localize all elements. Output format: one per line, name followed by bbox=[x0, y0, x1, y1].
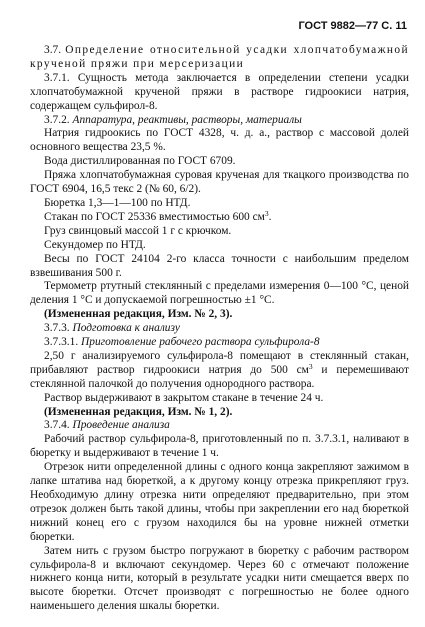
superscript: 3 bbox=[264, 208, 269, 218]
paragraph-250g bbox=[30, 350, 409, 392]
stakan-end: . bbox=[268, 210, 272, 223]
section-3-7-2-heading bbox=[30, 114, 409, 128]
section-3-7-heading bbox=[30, 44, 409, 72]
paragraph-pryazha: Пряжа хлопчатобумажная суровая крученая для ткацкого производства по ГОСТ 6904, 16,5 текс 2 (№ 60, 6/2). bbox=[30, 169, 409, 196]
section-title: Аппаратура, реактивы, растворы, материалы bbox=[72, 113, 302, 126]
superscript: 3 bbox=[308, 361, 313, 371]
paragraph-natriy: Натрия гидроокись по ГОСТ 4328, ч. д. а., раствор с массовой долей основного вещества 23,5 %. bbox=[30, 127, 409, 154]
stakan-text: Стакан по ГОСТ 25336 вместимостью 600 см bbox=[44, 210, 265, 223]
section-number: 3.7. bbox=[44, 44, 62, 56]
amendment-note: (Измененная редакция, Изм. № 1, 2). bbox=[44, 405, 233, 418]
paragraph-termometr: Термометр ртутный стеклянный с пределами измерения 0—100 °С, ценой деления 1 °С и допускаемой погрешностью ±1 °С. bbox=[30, 280, 409, 307]
document-body bbox=[30, 44, 409, 614]
section-3-7-4-heading bbox=[30, 419, 409, 433]
paragraph-rabochiy: Рабочий раствор сульфирола-8, приготовленный по п. 3.7.3.1, наливают в бюретку и выдерживают в течение 1 ч. bbox=[30, 433, 409, 460]
paragraph-byuretka: Бюретка 1,3—1—100 по НТД. bbox=[44, 196, 191, 209]
paragraph-stakan bbox=[30, 208, 409, 225]
page-header: ГОСТ 9882—77 С. 11 bbox=[298, 20, 407, 32]
section-3-7-3-heading bbox=[30, 322, 409, 336]
section-number: 3.7.4. bbox=[44, 419, 70, 432]
paragraph-text: 2,50 г анализируемого сульфирола-8 помещают в стеклянный стакан, прибавляют раствор гидроокиси натрия до 500 см bbox=[30, 349, 409, 376]
paragraph-vyderzh: Раствор выдерживают в закрытом стакане в течение 24 ч. bbox=[44, 391, 324, 404]
section-title: Определение относительной усадки хлопчатобумажной крученой пряжи при мерсеризации bbox=[30, 44, 409, 70]
section-title: Подготовка к анализу bbox=[72, 322, 180, 335]
section-number: 3.7.3.1. bbox=[44, 336, 79, 349]
paragraph-3-7-1: 3.7.1. Сущность метода заключается в определении степени усадки хлопчатобумажной крученой пряжи в растворе гидроокиси натрия, содержащем сульфирол-8. bbox=[30, 71, 409, 112]
section-title: Проведение анализа bbox=[72, 419, 170, 432]
paragraph-gruz: Груз свинцовый массой 1 г с крючком. bbox=[44, 224, 232, 237]
paragraph-sekundomer: Секундомер по НТД. bbox=[44, 238, 146, 251]
paragraph-otrezok: Отрезок нити определенной длины с одного конца закрепляют зажимом в лапке штатива над бюреткой, а к другому концу отрезка прикрепляют груз. Необходимую длину отрезка нити определяют предварительно, при этом отрезок должен быть такой длины, чтобы при закреплении его над бюреткой нижний конец его с грузом находился бы на уровне нижней отметки бюретки. bbox=[30, 461, 409, 543]
paragraph-voda: Вода дистиллированная по ГОСТ 6709. bbox=[44, 155, 236, 168]
section-3-7-3-1-heading bbox=[30, 336, 409, 350]
section-number: 3.7.2. bbox=[44, 113, 70, 126]
paragraph-text-end: и перемешивают стеклянной палочкой до получения однородного раствора. bbox=[30, 363, 409, 390]
paragraph-vesy: Весы по ГОСТ 24104 2-го класса точности с наибольшим пределом взвешивания 500 г. bbox=[30, 252, 409, 279]
amendment-note: (Измененная редакция, Изм. № 2, 3). bbox=[44, 308, 233, 321]
section-title: Приготовление рабочего раствора сульфирола-8 bbox=[81, 336, 320, 349]
paragraph-zatem: Затем нить с грузом быстро погружают в бюретку с рабочим раствором сульфирола-8 и включают секундомер. Через 60 с отмечают положение нижнего конца нити, который в результате усадки нити смещается вверх по высоте бюретки. Отсчет производят с погрешностью не более одного наименьшего деления шкалы бюретки. bbox=[30, 544, 409, 613]
section-number: 3.7.3. bbox=[44, 322, 70, 335]
